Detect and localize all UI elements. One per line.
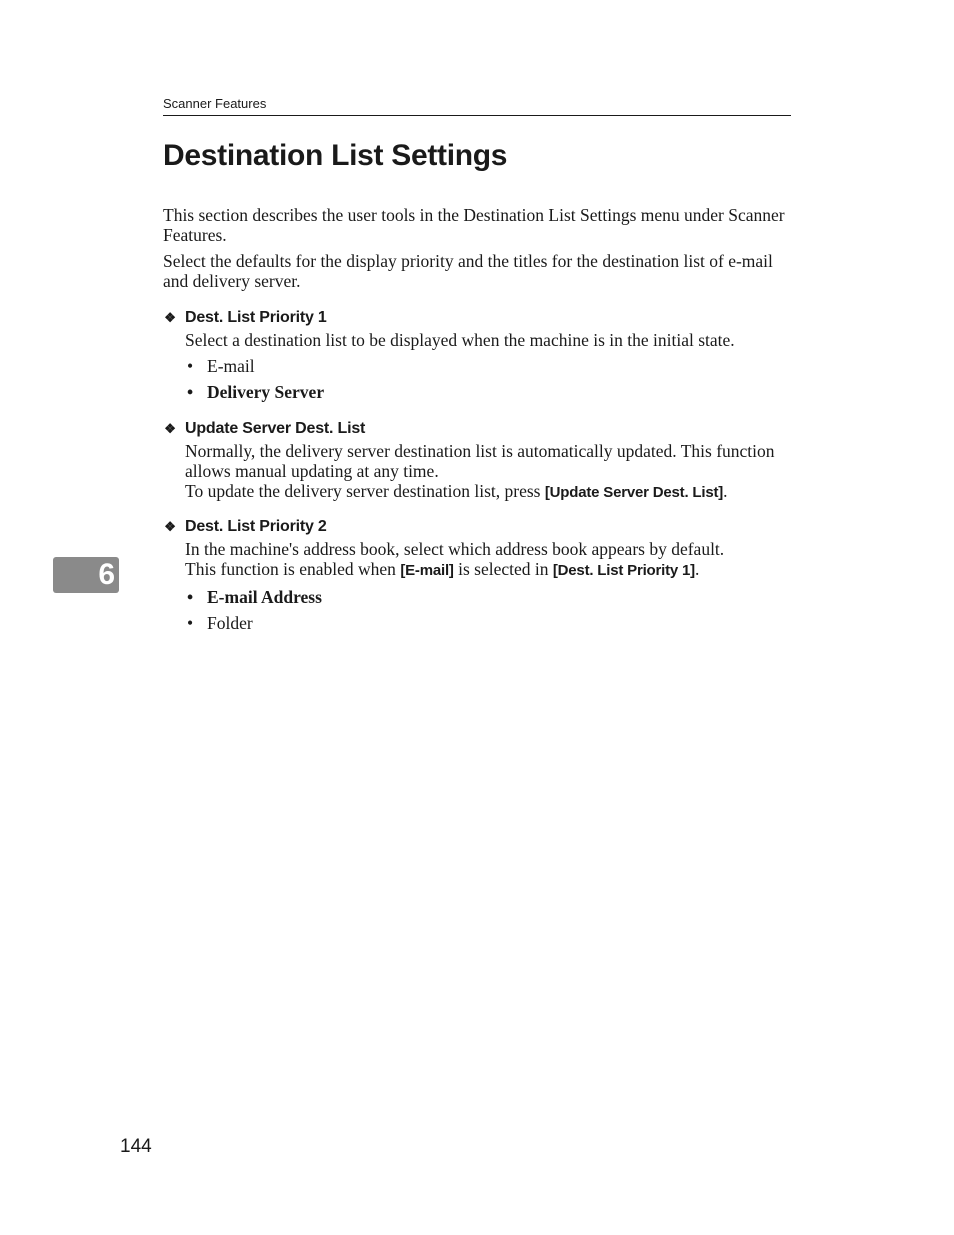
list-item-label: E-mail Address [207,587,322,607]
section-dest-list-priority-2 [163,517,791,639]
instruction-text-end: . [723,481,728,501]
list-item [185,356,791,382]
section-body [185,441,791,503]
ui-key-update-server-dest-list: [Update Server Dest. List] [544,484,724,501]
list-item-label: Delivery Server [207,382,325,402]
list-item-label: E-mail [207,356,255,376]
section-instruction [185,481,791,503]
section-heading-label: Dest. List Priority 2 [185,518,327,535]
section-condition [185,559,791,581]
diamond-bullet-icon: ❖ [164,421,176,436]
section-heading-label: Update Server Dest. List [185,420,366,437]
section-heading [163,308,791,328]
section-update-server-dest-list [163,419,791,503]
intro-paragraph-1: This section describes the user tools in the Destination List Settings menu under Scanner Features. [163,205,785,245]
condition-text: This function is enabled when [185,559,401,579]
section-heading [163,517,791,537]
section-description: In the machine's address book, select which address book appears by default. [185,539,725,559]
section-body [185,330,791,408]
bullet-icon: • [187,356,194,376]
section-heading-label: Dest. List Priority 1 [185,309,327,326]
list-item-default [185,587,791,613]
list-item-default [185,382,791,408]
page-number: 144 [120,1136,152,1157]
instruction-text: To update the delivery server destination list, press [185,481,545,501]
bullet-icon: • [187,613,194,633]
bullet-icon: • [187,587,194,607]
running-header: Scanner Features [163,96,791,116]
option-list [185,587,791,639]
ui-key-e-mail: [E-mail] [400,562,454,579]
option-list [185,356,791,408]
diamond-bullet-icon: ❖ [164,519,176,534]
section-heading [163,419,791,439]
section-description: Normally, the delivery server destination list is automatically updated. This function allows manual updating at any time. [185,441,775,481]
page-title: Destination List Settings [163,139,508,172]
section-dest-list-priority-1 [163,308,791,408]
section-body [185,539,791,639]
bullet-icon: • [187,382,194,402]
ui-key-dest-list-priority-1: [Dest. List Priority 1] [552,562,695,579]
section-description: Select a destination list to be displayed when the machine is in the initial state. [185,330,735,350]
chapter-tab: 6 [53,557,119,593]
condition-text-mid: is selected in [453,559,553,579]
diamond-bullet-icon: ❖ [164,310,176,325]
list-item-label: Folder [207,613,253,633]
condition-text-end: . [694,559,700,579]
intro-paragraph-2: Select the defaults for the display priority and the titles for the destination list of e-mail and delivery server. [163,251,773,291]
list-item [185,613,791,639]
